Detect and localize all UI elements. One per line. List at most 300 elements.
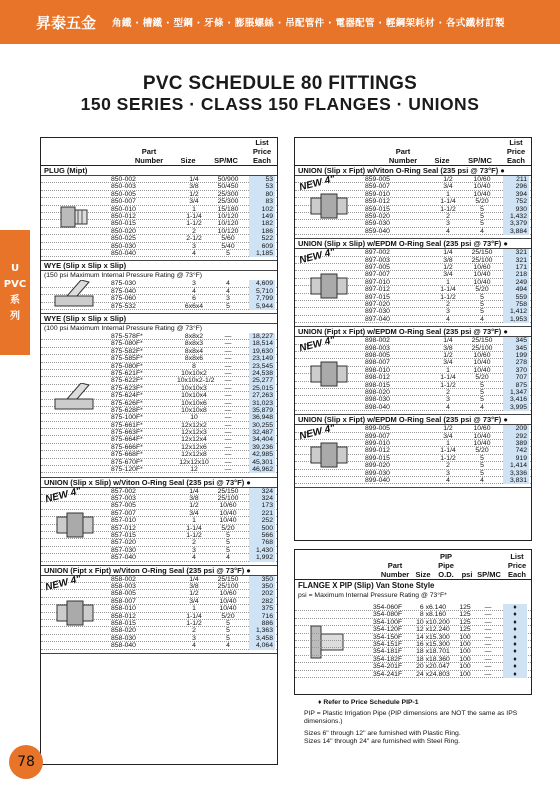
size: 3 — [446, 469, 450, 477]
col-header-sp-mc: SP/MC — [214, 156, 238, 165]
table-row — [295, 308, 531, 315]
size: 8x8x6 — [184, 355, 204, 363]
sp-mc: 10/40 — [473, 183, 491, 191]
sp-mc: 10/120 — [217, 220, 239, 228]
size: 1-1/2 — [440, 205, 456, 213]
notes — [304, 699, 532, 747]
part-number: 875-585F* — [111, 355, 143, 363]
list-price: 350 — [249, 583, 275, 590]
section — [41, 478, 277, 566]
part-number: 859-020 — [365, 212, 390, 220]
sp-mc: 25/300 — [217, 198, 239, 206]
union-fitting-icon — [305, 354, 353, 394]
part-number: 897-003 — [365, 256, 390, 264]
part-number: 875-100F* — [111, 414, 143, 422]
list-price: 768 — [249, 539, 275, 546]
flange-row — [295, 656, 531, 663]
side-tab-text: 系 — [10, 294, 20, 306]
list-price: 278 — [503, 359, 529, 366]
list-price: 886 — [249, 620, 275, 627]
size: 8 — [192, 362, 196, 370]
pip-od: 18.360 — [429, 655, 450, 663]
list-price: 34,404 — [249, 436, 275, 443]
list-price: 500 — [249, 525, 275, 532]
part-number: 858-020 — [111, 627, 136, 635]
union-fitting-icon — [51, 593, 99, 633]
flange-row — [295, 641, 531, 648]
part-number: 875-040 — [111, 287, 136, 295]
list-price: ♦ — [503, 663, 527, 670]
new-4in-badge: NEW 4" — [298, 422, 337, 443]
part-number: 898-002 — [365, 337, 390, 345]
size: 3 — [446, 220, 450, 228]
section — [295, 239, 531, 327]
note-plastic-ring: Sizes 6" through 12" are furnished with Plastic Ring. — [304, 729, 461, 737]
size: 3 — [192, 634, 196, 642]
section — [41, 261, 277, 314]
plug-fitting-icon — [51, 197, 99, 237]
part-number: 875-080F* — [111, 340, 143, 348]
size: 3 — [192, 546, 196, 554]
union-fitting-icon — [305, 435, 353, 475]
list-price: 83 — [249, 198, 275, 205]
list-price: 752 — [503, 198, 529, 205]
size: 3/4 — [189, 597, 199, 605]
table-row — [41, 451, 277, 458]
list-price: 36,948 — [249, 414, 275, 421]
list-price: 45,301 — [249, 459, 275, 466]
page-number: 78 — [9, 745, 43, 779]
table-row — [295, 477, 531, 484]
section-title: UNION (Slip x Fipt) w/Viton O-Ring Seal (235 psi @ 73°F) ● — [295, 166, 531, 176]
sp-mc: 10/40 — [473, 359, 491, 367]
table-row — [41, 363, 277, 370]
size: 1/2 — [189, 190, 199, 198]
size: 1-1/4 — [440, 198, 456, 206]
size: 4 — [446, 476, 450, 484]
size: 1/2 — [443, 351, 453, 359]
psi: 100 — [459, 640, 471, 648]
part-number: 897-015 — [365, 293, 390, 301]
size: 3/4 — [189, 509, 199, 517]
part-number: 899-015 — [365, 454, 390, 462]
sp-mc: 25/100 — [471, 344, 493, 352]
note-pip: PIP = Plastic Irrigation Pipe (PIP dimensions are NOT the same as IPS dimensions.) — [304, 709, 518, 726]
size: 3 — [446, 396, 450, 404]
sp-mc: 25/150 — [217, 487, 239, 495]
sp-mc: — — [224, 414, 232, 422]
flange-row — [295, 611, 531, 618]
list-price: 3,995 — [503, 404, 529, 411]
list-price: ♦ — [503, 671, 527, 678]
table-header — [295, 138, 531, 166]
list-price: 218 — [503, 271, 529, 278]
list-price: 394 — [503, 191, 529, 198]
note-steel-ring: Sizes 14" through 24" are furnished with Steel Ring. — [304, 738, 460, 746]
list-price: 321 — [503, 249, 529, 256]
size: 2 — [446, 300, 450, 308]
sp-mc: 10/40 — [473, 432, 491, 440]
sp-mc: 25/150 — [217, 575, 239, 583]
table-row — [295, 396, 531, 403]
size: 10x10x2 — [181, 369, 207, 377]
list-price: 345 — [503, 337, 529, 344]
list-price: 211 — [503, 176, 529, 183]
size: 8x8x3 — [184, 340, 204, 348]
sp-mc: 5 — [480, 300, 484, 308]
table-row — [41, 547, 277, 554]
size: 3/8 — [189, 183, 199, 191]
size: 10x10x8 — [181, 406, 207, 414]
sp-mc: 25/300 — [217, 190, 239, 198]
flange-row — [295, 604, 531, 611]
note-refer: ♦ Refer to Price Schedule PIP-1 — [318, 699, 419, 706]
size: 3/8 — [189, 494, 199, 502]
section-subtitle: (100 psi Maximum Internal Pressure Rating @ 73°F) — [44, 325, 203, 332]
size: 6 — [192, 295, 196, 303]
size: 1/4 — [189, 487, 199, 495]
section-title: UNION (Fipt x Fipt) w/EPDM O-Ring Seal (235 psi @ 73°F) ● — [295, 327, 531, 337]
table-row — [41, 554, 277, 561]
flange-row — [295, 634, 531, 641]
sp-mc: 5 — [226, 627, 230, 635]
sp-mc: 5 — [480, 381, 484, 389]
part-number: 354-120F — [373, 626, 403, 634]
part-number: 857-040 — [111, 554, 136, 562]
size: 2 — [192, 539, 196, 547]
part-number: 898-015 — [365, 381, 390, 389]
part-number: 858-007 — [111, 597, 136, 605]
sp-mc: 5/20 — [475, 447, 489, 455]
part-number: 859-005 — [365, 176, 390, 183]
psi: 100 — [459, 663, 471, 671]
list-price: 102 — [249, 206, 275, 213]
size: 1/2 — [189, 502, 199, 510]
size: 2-1/2 — [186, 235, 202, 243]
sp-mc: — — [484, 618, 492, 626]
size: 8x8x4 — [184, 347, 204, 355]
size: 3/8 — [443, 256, 453, 264]
side-tab — [0, 230, 30, 355]
sp-mc: 10/40 — [219, 517, 237, 525]
list-price: 149 — [249, 213, 275, 220]
sp-mc: — — [224, 443, 232, 451]
list-price: ♦ — [503, 611, 527, 618]
table-row — [295, 228, 531, 235]
flange-col-header-part-number: Part Number — [380, 561, 410, 579]
size: 1-1/2 — [186, 619, 202, 627]
sp-mc: 5/20 — [475, 374, 489, 382]
size: 12x12x3 — [181, 429, 207, 437]
list-price: ♦ — [503, 648, 527, 655]
sp-mc: 5 — [480, 388, 484, 396]
part-number: 898-020 — [365, 388, 390, 396]
part-number: 899-007 — [365, 432, 390, 440]
size: 1-1/2 — [440, 293, 456, 301]
list-price: 321 — [503, 257, 529, 264]
part-number: 897-005 — [365, 263, 390, 271]
psi: 125 — [459, 618, 471, 626]
size: 1-1/4 — [186, 212, 202, 220]
size: 1-1/4 — [186, 612, 202, 620]
part-number: 857-007 — [111, 509, 136, 517]
sp-mc: — — [224, 451, 232, 459]
wye-fitting-icon — [51, 383, 99, 423]
section — [41, 566, 277, 654]
size: 1-1/2 — [440, 381, 456, 389]
sp-mc: 10/120 — [217, 227, 239, 235]
right-price-panel — [294, 137, 532, 541]
list-price: 199 — [503, 352, 529, 359]
sp-mc: 4 — [480, 476, 484, 484]
pip-od: 18.701 — [429, 648, 450, 656]
sp-mc: — — [224, 333, 232, 340]
sp-mc: 5 — [480, 212, 484, 220]
size: 24 x — [416, 670, 429, 678]
part-number: 898-007 — [365, 359, 390, 367]
list-price: 53 — [249, 176, 275, 183]
part-number: 354-182F — [373, 655, 403, 663]
part-number: 897-007 — [365, 271, 390, 279]
size: 1 — [192, 205, 196, 213]
section-title: WYE (Slip x Slip x Slip) — [41, 261, 277, 271]
part-number: 875-663F* — [111, 429, 143, 437]
size: 12x12x2 — [181, 421, 207, 429]
part-number: 858-030 — [111, 634, 136, 642]
sp-mc: 4 — [226, 280, 230, 288]
sp-mc: — — [224, 392, 232, 400]
flange-row — [295, 626, 531, 633]
table-row — [41, 466, 277, 473]
header-banner — [0, 0, 560, 44]
size: 12x12x10 — [179, 458, 209, 466]
size: 1 — [446, 190, 450, 198]
sp-mc: — — [224, 458, 232, 466]
size: 12x12x8 — [181, 451, 207, 459]
sp-mc: 10/60 — [473, 263, 491, 271]
pip-od: 24.803 — [429, 670, 450, 678]
size: 1/2 — [443, 263, 453, 271]
part-number: 354-060F — [373, 604, 403, 611]
list-price: ♦ — [503, 656, 527, 663]
list-price: 1,992 — [249, 554, 275, 561]
list-price: 296 — [503, 183, 529, 190]
list-price: ♦ — [503, 634, 527, 641]
list-price: 46,962 — [249, 466, 275, 473]
sp-mc: — — [224, 347, 232, 355]
part-number: 898-005 — [365, 351, 390, 359]
union-fitting-icon — [305, 266, 353, 306]
list-price: 282 — [249, 598, 275, 605]
part-number: 850-007 — [111, 198, 136, 206]
size: 4 — [446, 315, 450, 323]
psi: 100 — [459, 648, 471, 656]
list-price: 249 — [503, 279, 529, 286]
psi: 100 — [459, 655, 471, 663]
table-row — [41, 333, 277, 340]
flange-subtitle: psi = Maximum Internal Pressure Rating @ 73°F* — [298, 592, 447, 599]
size: 1/4 — [443, 249, 453, 257]
size: 10 — [190, 414, 198, 422]
list-price: 494 — [503, 286, 529, 293]
sp-mc: — — [484, 626, 492, 634]
section-subtitle: (150 psi Maximum Internal Pressure Rating @ 73°F) — [44, 272, 203, 280]
flange-rows — [295, 604, 531, 678]
sp-mc: — — [224, 436, 232, 444]
part-number: 354-150F — [373, 633, 403, 641]
list-price: 716 — [249, 613, 275, 620]
part-number: 875-578F* — [111, 333, 143, 340]
part-number: 859-010 — [365, 190, 390, 198]
side-tab-text: 列 — [10, 310, 20, 322]
sp-mc: — — [484, 604, 492, 611]
list-price: 31,023 — [249, 400, 275, 407]
part-number: 858-040 — [111, 642, 136, 650]
section-title: UNION (Slip x Slip) w/Viton O-Ring Seal (235 psi @ 73°F) ● — [41, 478, 277, 488]
list-price: 742 — [503, 447, 529, 454]
table-row — [41, 635, 277, 642]
list-price: 609 — [249, 243, 275, 250]
part-number: 898-010 — [365, 366, 390, 374]
side-tab-text: PVC — [3, 278, 27, 290]
table-row — [41, 348, 277, 355]
sp-mc: — — [484, 611, 492, 619]
sp-mc: 10/60 — [219, 502, 237, 510]
list-price: 25,277 — [249, 377, 275, 384]
new-4in-badge: NEW 4" — [44, 573, 83, 593]
size: 1-1/2 — [186, 220, 202, 228]
table-row — [41, 459, 277, 466]
col-header-part-number: Part Number — [388, 147, 418, 165]
list-price: 1,412 — [503, 308, 529, 315]
table-row — [41, 642, 277, 649]
part-number: 850-010 — [111, 205, 136, 213]
table-row — [41, 183, 277, 190]
list-price: 1,363 — [249, 627, 275, 634]
part-number: 897-030 — [365, 308, 390, 316]
list-price: 23,545 — [249, 363, 275, 370]
size: 6x6x4 — [184, 302, 204, 310]
list-price: 3,831 — [503, 477, 529, 484]
sp-mc: 10/60 — [473, 425, 491, 433]
list-price: 324 — [249, 495, 275, 502]
new-4in-badge: NEW 4" — [298, 246, 337, 267]
part-number: 898-030 — [365, 396, 390, 404]
table-row — [41, 429, 277, 436]
part-number: 875-664F* — [111, 436, 143, 444]
part-number: 354-201F — [373, 663, 403, 671]
list-price: 1,185 — [249, 250, 275, 257]
flange-table-header — [295, 550, 531, 580]
list-price: 24,538 — [249, 370, 275, 377]
list-price: ♦ — [503, 626, 527, 633]
sp-mc: — — [224, 399, 232, 407]
pip-od: 15.300 — [429, 640, 450, 648]
union-fitting-icon — [305, 186, 353, 226]
pip-od: 10.200 — [429, 618, 450, 626]
part-number: 859-007 — [365, 183, 390, 191]
size: 4 — [192, 642, 196, 650]
sp-mc: — — [224, 340, 232, 348]
list-price: 27,263 — [249, 392, 275, 399]
flange-col-header-pip: PIP Pipe O.D. — [438, 552, 454, 579]
list-price: 80 — [249, 191, 275, 198]
sp-mc: 5 — [226, 634, 230, 642]
size: 8x8x2 — [184, 333, 204, 340]
list-price: 1,953 — [503, 316, 529, 323]
list-price: ♦ — [503, 604, 527, 611]
part-number: 875-623F* — [111, 384, 143, 392]
part-number: 899-020 — [365, 462, 390, 470]
pip-od: 15.300 — [429, 633, 450, 641]
size: 1/4 — [189, 575, 199, 583]
part-number: 859-030 — [365, 220, 390, 228]
flange-row — [295, 671, 531, 678]
size: 1/4 — [189, 176, 199, 183]
sp-mc: 5 — [226, 619, 230, 627]
sp-mc: 5 — [480, 205, 484, 213]
part-number: 875-668F* — [111, 451, 143, 459]
sp-mc: 5/20 — [221, 524, 235, 532]
size: 3/8 — [189, 582, 199, 590]
sp-mc: 10/40 — [473, 190, 491, 198]
part-number: 897-010 — [365, 278, 390, 286]
psi: 125 — [459, 626, 471, 634]
size: 2 — [192, 227, 196, 235]
list-price: 707 — [503, 374, 529, 381]
part-number: 875-670F* — [111, 458, 143, 466]
table-row — [41, 436, 277, 443]
part-number: 875-622F* — [111, 377, 143, 385]
size: 10x10x3 — [181, 384, 207, 392]
part-number: 857-030 — [111, 546, 136, 554]
sp-mc: 5/20 — [475, 198, 489, 206]
sp-mc: — — [484, 663, 492, 671]
sp-mc: — — [484, 648, 492, 656]
pip-od: 8.160 — [429, 611, 447, 619]
size: 3/4 — [443, 271, 453, 279]
part-number: 858-015 — [111, 619, 136, 627]
sp-mc: 5 — [480, 454, 484, 462]
sp-mc: 10/60 — [473, 351, 491, 359]
list-price: 292 — [503, 433, 529, 440]
sp-mc: 5 — [480, 396, 484, 404]
part-number: 858-010 — [111, 605, 136, 613]
union-fitting-icon — [51, 505, 99, 545]
sp-mc: 5 — [226, 546, 230, 554]
new-4in-badge: NEW 4" — [298, 334, 337, 355]
sp-mc: 10/60 — [219, 590, 237, 598]
sp-mc: — — [224, 355, 232, 363]
list-price: 18,227 — [249, 333, 275, 340]
part-number: 875-661F* — [111, 421, 143, 429]
list-price: 186 — [249, 228, 275, 235]
col-header-list-price: List Price Each — [506, 138, 526, 165]
sp-mc: 10/40 — [473, 271, 491, 279]
part-number: 875-624F* — [111, 392, 143, 400]
list-price: 32,487 — [249, 429, 275, 436]
list-price: 4,064 — [249, 642, 275, 649]
sp-mc: 4 — [480, 315, 484, 323]
list-price: 350 — [249, 576, 275, 583]
table-row — [41, 370, 277, 377]
part-number: 850-003 — [111, 183, 136, 191]
part-number: 897-040 — [365, 315, 390, 323]
size: 1 — [446, 439, 450, 447]
sp-mc: — — [224, 362, 232, 370]
list-price: 1,414 — [503, 462, 529, 469]
sp-mc: 5 — [226, 302, 230, 310]
